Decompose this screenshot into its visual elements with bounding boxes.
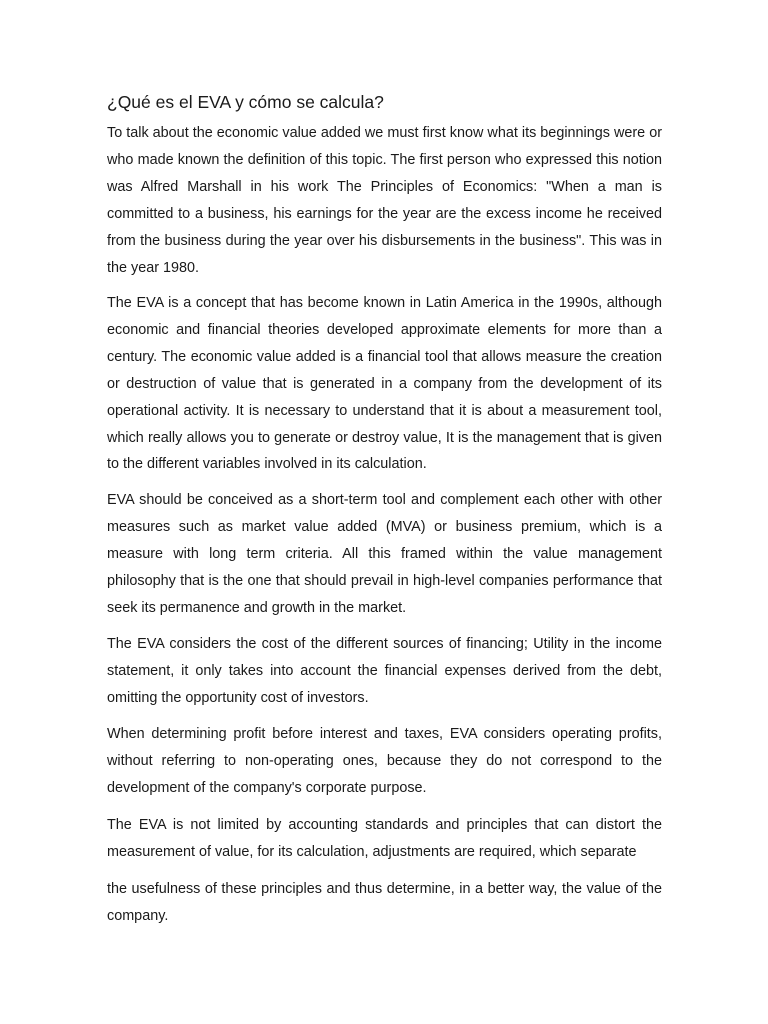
paragraph-cost-of-financing: The EVA considers the cost of the different sources of financing; Utility in the income statement, it only takes into account the financial expenses derived from the debt, omitting the opportunity cost of investors. bbox=[107, 636, 662, 706]
paragraph-origins: To talk about the economic value added we must first know what its beginnings were or who made known the definition of this topic. The first person who expressed this notion was Alfred Marshall in his work The Principles of Economics: "When a man is committed to a business, his earnings for the year are the excess income he received from the business during the year over his disbursements in the business". This was in the year 1980. bbox=[107, 125, 662, 276]
paragraph-eva-concept: The EVA is a concept that has become known in Latin America in the 1990s, although economic and financial theories developed approximate elements for more than a century. The economic value added is a financial tool that allows measure the creation or destruction of value that is generated in a company from the development of its operational activity. It is necessary to understand that it is about a measurement tool, which really allows you to generate or destroy value, It is the management that is given to the different variables involved in its calculation. bbox=[107, 295, 662, 473]
paragraph-accounting-standards bbox=[107, 812, 662, 930]
page-title: ¿Qué es el EVA y cómo se calcula? bbox=[107, 92, 384, 112]
paragraph-accounting-standards-part1: The EVA is not limited by accounting standards and principles that can distort the measurement of value, for its calculation, adjustments are required, which separate bbox=[107, 817, 662, 860]
paragraph-accounting-standards-part2: the usefulness of these principles and thus determine, in a better way, the value of the company. bbox=[107, 880, 662, 924]
paragraph-operating-profits: When determining profit before interest and taxes, EVA considers operating profits, without referring to non-operating ones, because they do not correspond to the development of the company's corporate purpose. bbox=[107, 726, 662, 796]
paragraph-short-term-tool: EVA should be conceived as a short-term tool and complement each other with other measures such as market value added (MVA) or business premium, which is a measure with long term criteria. All this framed within the value management philosophy that is the one that should prevail in high-level companies performance that seek its permanence and growth in the market. bbox=[107, 492, 662, 616]
